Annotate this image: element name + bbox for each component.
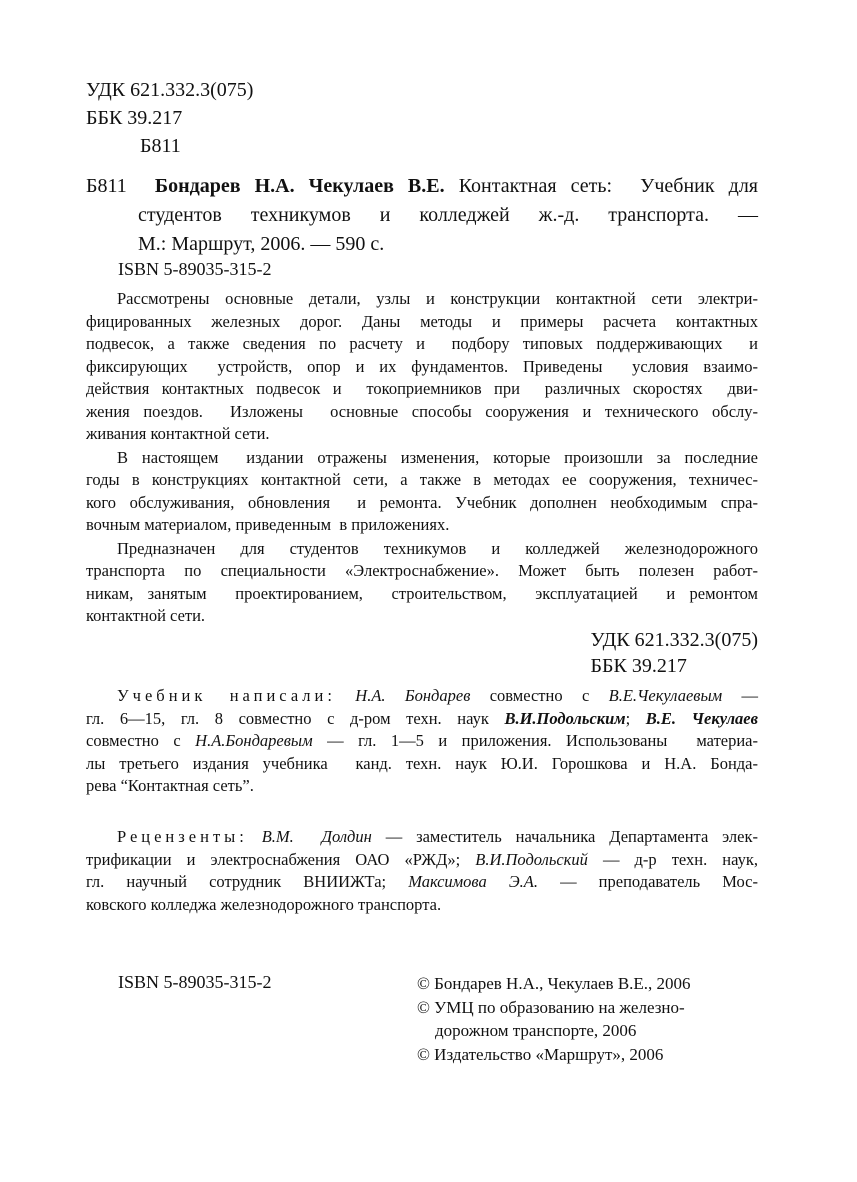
- text-segment: Б811: [86, 175, 155, 197]
- text-segment: —: [722, 686, 758, 705]
- copyright-line: © УМЦ по образованию на железно-: [417, 997, 685, 1017]
- text-segment: студентов техникумов и колледжей ж.-д. транспорта. —: [138, 204, 758, 226]
- annotation: [86, 288, 758, 628]
- text-segment: фиксирующих устройств, опор и их фундаментов. Приведены условия взаимо-: [86, 356, 758, 376]
- copyright-line: © Бондарев Н.А., Чекулаев В.Е., 2006: [417, 974, 691, 993]
- text-segment: В.И.Подольским: [504, 708, 626, 728]
- copyright-block: [417, 972, 691, 1066]
- text-segment: Бондарев Н.А. Чекулаев В.Е.: [154, 175, 445, 197]
- text-segment: годы в конструкциях контактной сети, а также в методах ее сооружения, техничес-: [86, 470, 758, 489]
- text-line: [86, 538, 758, 561]
- text-line: [86, 685, 758, 708]
- text-segment: — д-р техн. наук,: [587, 849, 758, 869]
- text-segment: — заместитель начальника Департамента элек-: [371, 827, 759, 846]
- text-segment: подвесок, а также сведения по расчету и подбору типовых поддерживающих и: [86, 334, 758, 353]
- text-segment: совместно с: [470, 686, 609, 705]
- text-segment: В.И.Подольский: [475, 849, 588, 869]
- text-segment: Контактная сеть: Учебник для: [444, 175, 759, 197]
- author-mark: Б811: [140, 135, 181, 157]
- copyright-line: дорожном транспорте, 2006: [435, 1021, 637, 1040]
- text-segment: ;: [625, 708, 646, 728]
- text-line: [86, 560, 758, 583]
- text-segment: М.: Маршрут, 2006. — 590 с.: [138, 233, 385, 255]
- text-line: [86, 423, 758, 446]
- text-segment: — преподаватель Мос-: [537, 872, 759, 891]
- isbn-top: ISBN 5-89035-315-2: [118, 259, 272, 279]
- annotation-paragraph: [86, 447, 758, 537]
- text-segment: В настоящем издании отражены изменения, которые произошли за последние: [117, 447, 758, 467]
- text-segment: кого обслуживания, обновления и ремонта. Учебник дополнен необходимым спра-: [86, 492, 758, 512]
- annotation-paragraph: [86, 538, 758, 628]
- text-line: [86, 730, 758, 753]
- text-segment: Максимова Э.А.: [408, 872, 538, 891]
- annotation-paragraph: [86, 288, 758, 446]
- udk-code: УДК 621.332.3(075): [86, 79, 254, 101]
- text-line: [86, 871, 758, 894]
- text-segment: Рассмотрены основные детали, узлы и конструкции контактной сети электри-: [117, 289, 758, 308]
- text-line: [86, 514, 758, 537]
- text-line: [86, 826, 758, 849]
- text-segment: В.М. Долдин: [247, 827, 372, 846]
- text-line: [86, 311, 758, 334]
- text-line: [86, 583, 758, 606]
- text-segment: ковского колледжа железнодорожного транспорта.: [86, 894, 442, 914]
- text-segment: лы третьего издания учебника канд. техн. наук Ю.И. Горошкова и Н.А. Бонда-: [86, 753, 758, 773]
- text-segment: Н.А.Бондаревым: [195, 731, 313, 750]
- text-line: [86, 378, 758, 401]
- text-segment: транспорта по специальности «Электроснабжение». Может быть полезен работ-: [86, 561, 758, 580]
- header-classification: [86, 76, 758, 160]
- text-line: [86, 849, 758, 872]
- text-segment: Учебник написали:: [117, 686, 336, 705]
- text-line: [86, 201, 758, 230]
- text-line: [86, 894, 758, 917]
- text-segment: контактной сети.: [86, 606, 206, 625]
- text-line: [86, 401, 758, 424]
- bbk-code: ББК 39.217: [86, 107, 183, 129]
- text-segment: фицированных железных дорог. Даны методы и примеры расчета контактных: [86, 311, 758, 331]
- text-segment: трификации и электроснабжения ОАО «РЖД»;: [86, 849, 476, 869]
- text-segment: Н.А. Бондарев: [335, 686, 471, 705]
- isbn-bottom: ISBN 5-89035-315-2: [118, 972, 272, 992]
- text-segment: В.Е. Чекулаев: [645, 708, 758, 728]
- text-line: [86, 447, 758, 470]
- text-segment: Рецензенты:: [117, 827, 248, 846]
- text-segment: гл. 6—15, гл. 8 совместно с д-ром техн. наук: [86, 708, 505, 728]
- text-line: [86, 356, 758, 379]
- text-line: [86, 708, 758, 731]
- text-segment: жения поездов. Изложены основные способы сооружения и технического обслу-: [86, 401, 758, 421]
- text-segment: действия контактных подвесок и токоприемников при различных скоростях дви-: [86, 379, 758, 398]
- text-line: [86, 753, 758, 776]
- text-line: [86, 492, 758, 515]
- text-segment: гл. научный сотрудник ВНИИЖТа;: [86, 872, 409, 891]
- text-line: [86, 333, 758, 356]
- text-line: [86, 172, 758, 201]
- udk-footer: УДК 621.332.3(075): [590, 629, 758, 651]
- text-segment: живания контактной сети.: [86, 424, 270, 443]
- text-line: [86, 469, 758, 492]
- classification-footer: [86, 627, 758, 679]
- text-segment: вочным материалом, приведенным в приложениях.: [86, 515, 450, 534]
- bbk-footer: ББК 39.217: [590, 655, 687, 677]
- text-line: [86, 288, 758, 311]
- copyright-line: © Издательство «Маршрут», 2006: [417, 1044, 664, 1064]
- text-segment: рева “Контактная сеть”.: [86, 776, 254, 795]
- text-line: [86, 230, 758, 259]
- text-segment: Предназначен для студентов техникумов и колледжей железнодорожного: [117, 538, 758, 558]
- text-segment: В.Е.Чекулаевым: [608, 686, 723, 705]
- text-segment: — гл. 1—5 и приложения. Использованы материа-: [312, 731, 758, 750]
- reviewers-note: [86, 826, 758, 916]
- text-segment: никам, занятым проектированием, строительством, эксплуатацией и ремонтом: [86, 583, 758, 603]
- text-segment: совместно с: [86, 731, 196, 750]
- bibliographic-entry: [86, 172, 758, 259]
- text-line: [86, 605, 758, 628]
- text-line: [86, 775, 758, 798]
- authors-note: [86, 685, 758, 798]
